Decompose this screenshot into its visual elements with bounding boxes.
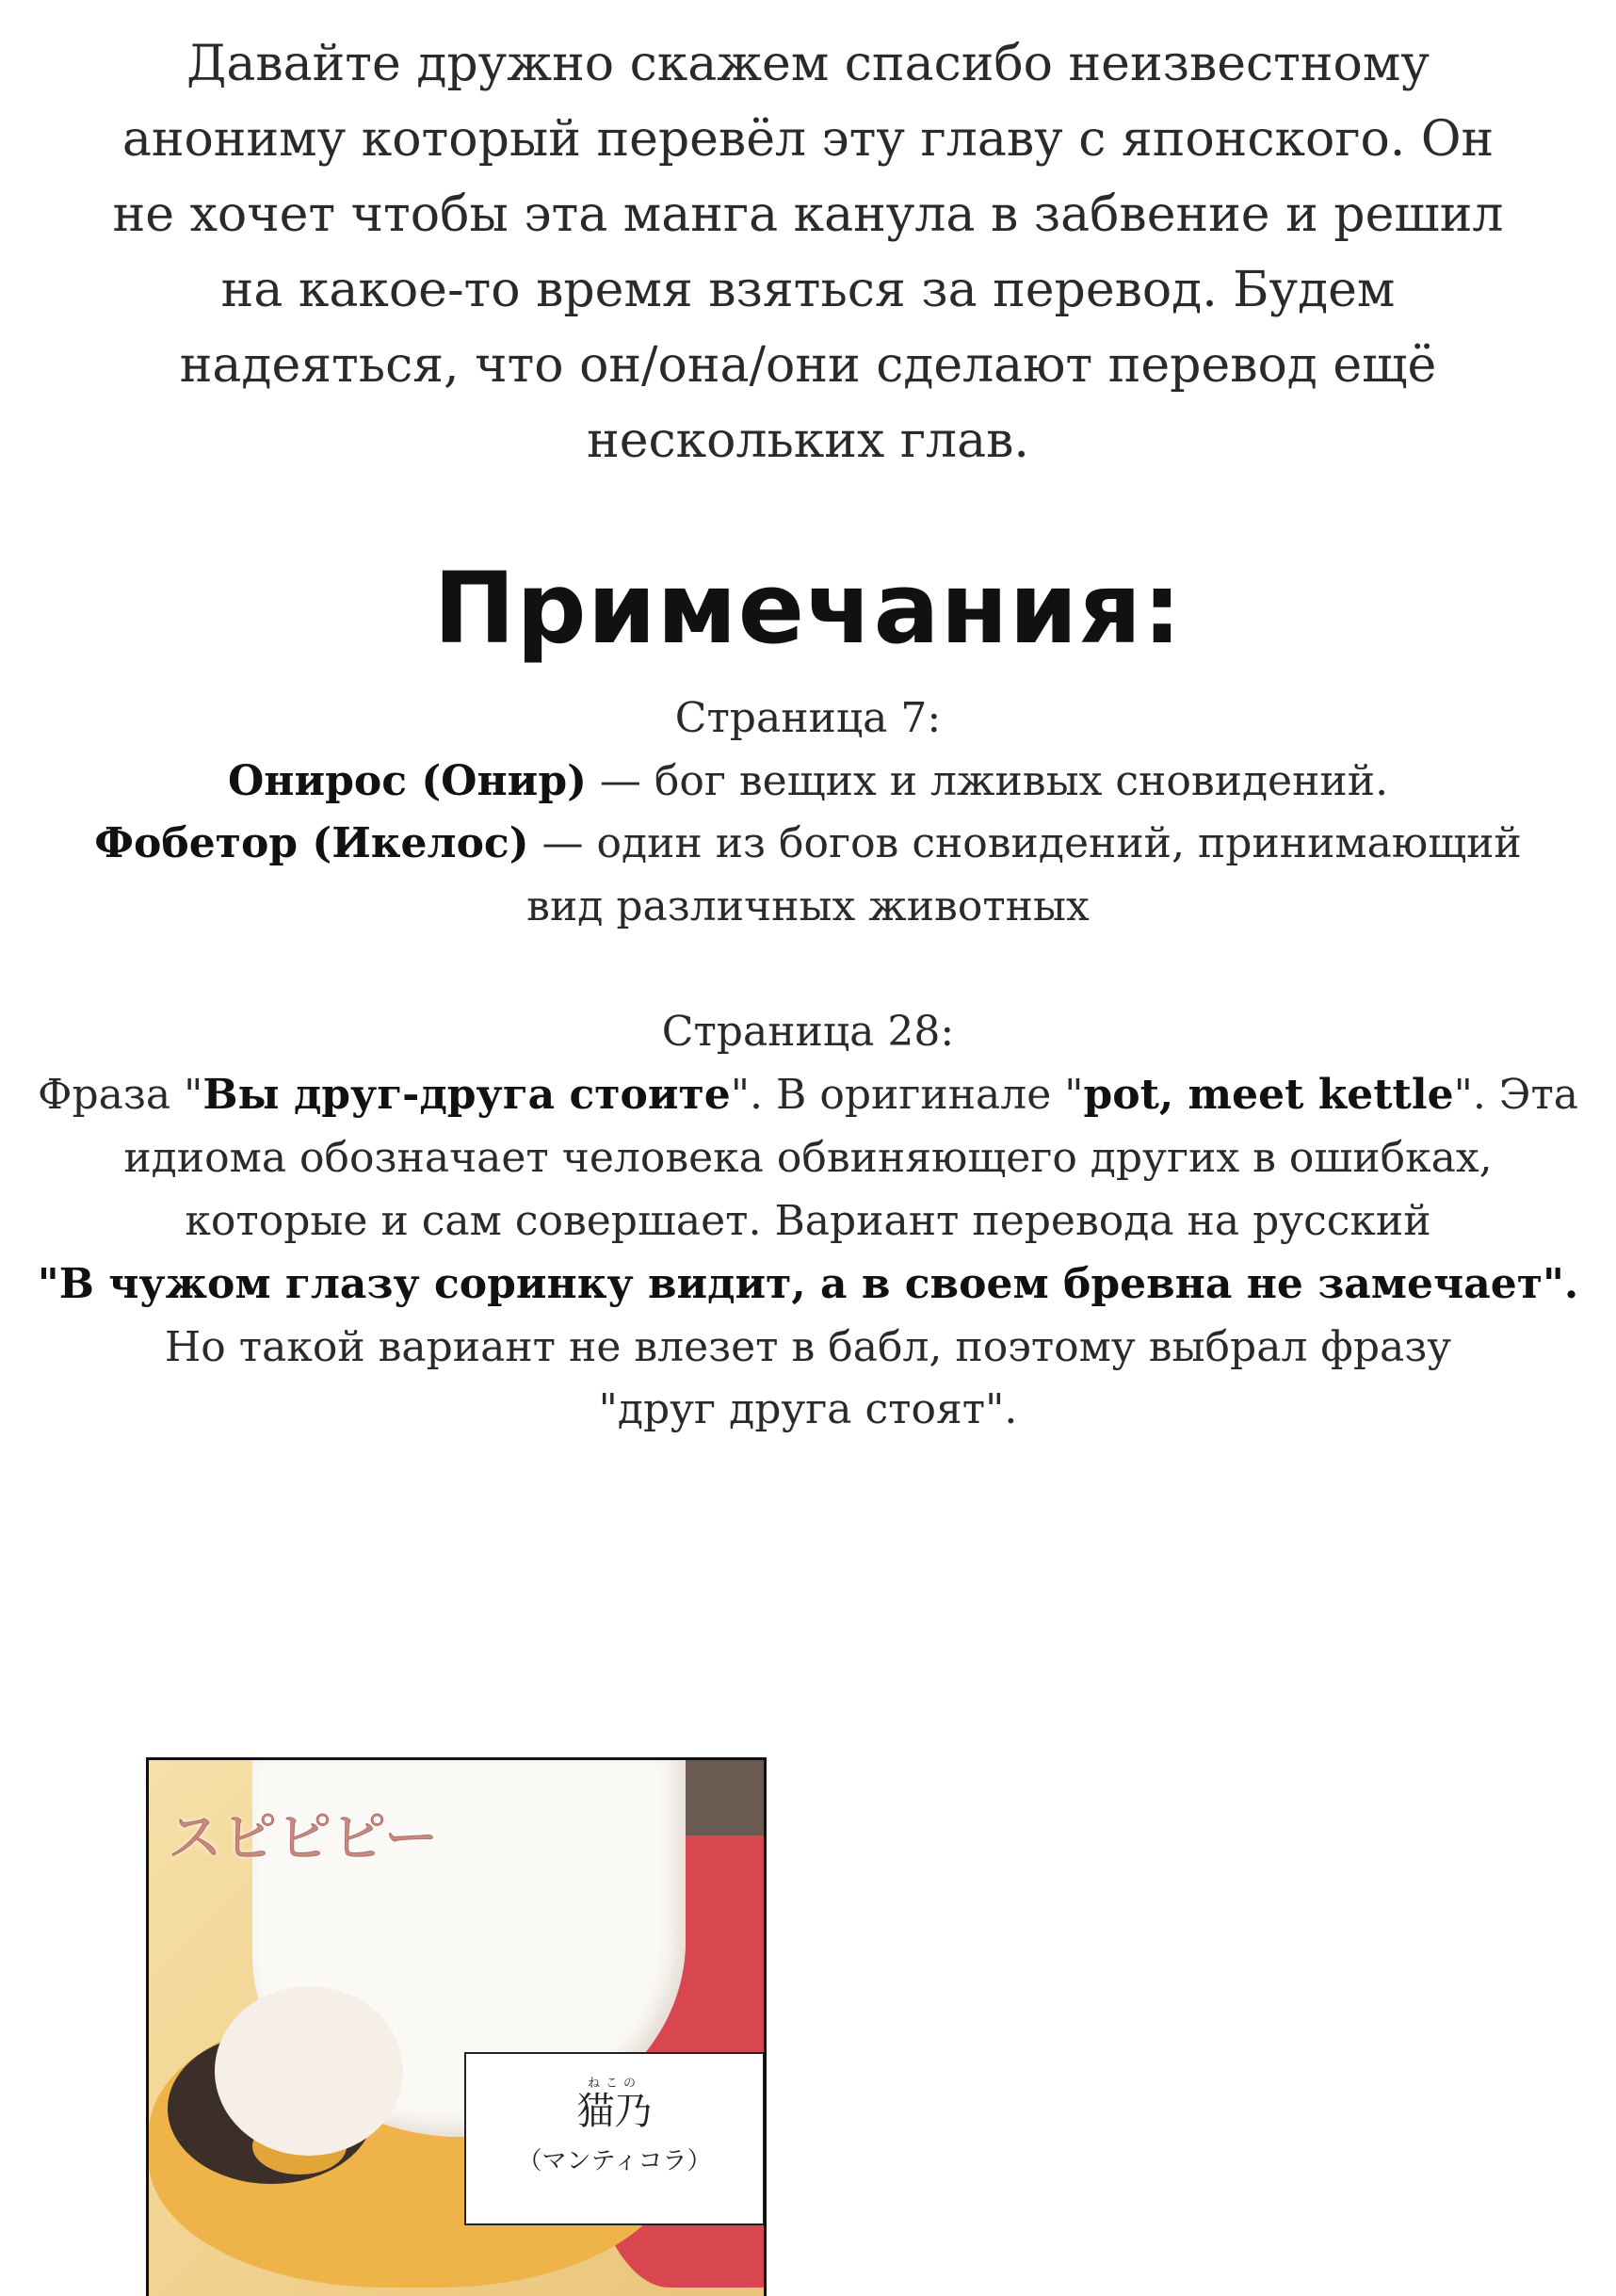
sound-effect: スピピピー bbox=[168, 1805, 439, 1869]
cat-head bbox=[215, 1986, 403, 2156]
caption-name: 猫乃 bbox=[576, 2090, 653, 2133]
text: ". В оригинале " bbox=[730, 1071, 1084, 1119]
intro-line: не хочет чтобы эта манга канула в забвение и решил bbox=[112, 186, 1504, 243]
note-phobetor bbox=[0, 819, 1616, 867]
caption-furigana: ねこの bbox=[587, 2077, 641, 2091]
manga-panel-image bbox=[146, 1757, 767, 2296]
text: ". Эта bbox=[1453, 1071, 1579, 1119]
note-oniros bbox=[0, 757, 1616, 805]
intro-line: надеяться, что он/она/они сделают перевод ещё bbox=[179, 337, 1437, 394]
notes-heading: Примечания: bbox=[433, 551, 1183, 666]
term: Фобетор (Икелос) bbox=[94, 819, 529, 867]
intro-line: анониму который перевёл эту главу с японского. Он bbox=[121, 111, 1495, 168]
page7-label: Страница 7: bbox=[674, 694, 942, 742]
definition: — бог вещих и лживых сновидений. bbox=[586, 757, 1389, 805]
page28-label: Страница 28: bbox=[661, 1008, 955, 1056]
note-line: которые и сам совершает. Вариант перевода на русский bbox=[185, 1197, 1431, 1245]
note-line: идиома обозначает человека обвиняющего других в ошибках, bbox=[123, 1134, 1493, 1182]
caption-alias: （マンティコラ） bbox=[517, 2147, 712, 2175]
intro-line: на какое-то время взяться за перевод. Будем bbox=[220, 262, 1396, 318]
term: Вы друг-друга стоите bbox=[202, 1071, 731, 1119]
intro-line: Давайте дружно скажем спасибо неизвестному bbox=[186, 36, 1430, 92]
note-line: "друг друга стоят". bbox=[598, 1385, 1018, 1433]
note-line bbox=[0, 1071, 1616, 1119]
term: pot, meet kettle bbox=[1083, 1071, 1454, 1119]
term: Онирос (Онир) bbox=[227, 757, 587, 805]
character-caption bbox=[464, 2052, 765, 2225]
intro-line: нескольких глав. bbox=[587, 412, 1029, 469]
text: Фраза " bbox=[37, 1071, 203, 1119]
note-line: Но такой вариант не влезет в бабл, поэтому выбрал фразу bbox=[164, 1323, 1452, 1371]
note-line: вид различных животных bbox=[526, 882, 1090, 930]
note-line-bold: "В чужом глазу соринку видит, а в своем бревна не замечает". bbox=[37, 1260, 1579, 1308]
definition: — один из богов сновидений, принимающий bbox=[528, 819, 1522, 867]
